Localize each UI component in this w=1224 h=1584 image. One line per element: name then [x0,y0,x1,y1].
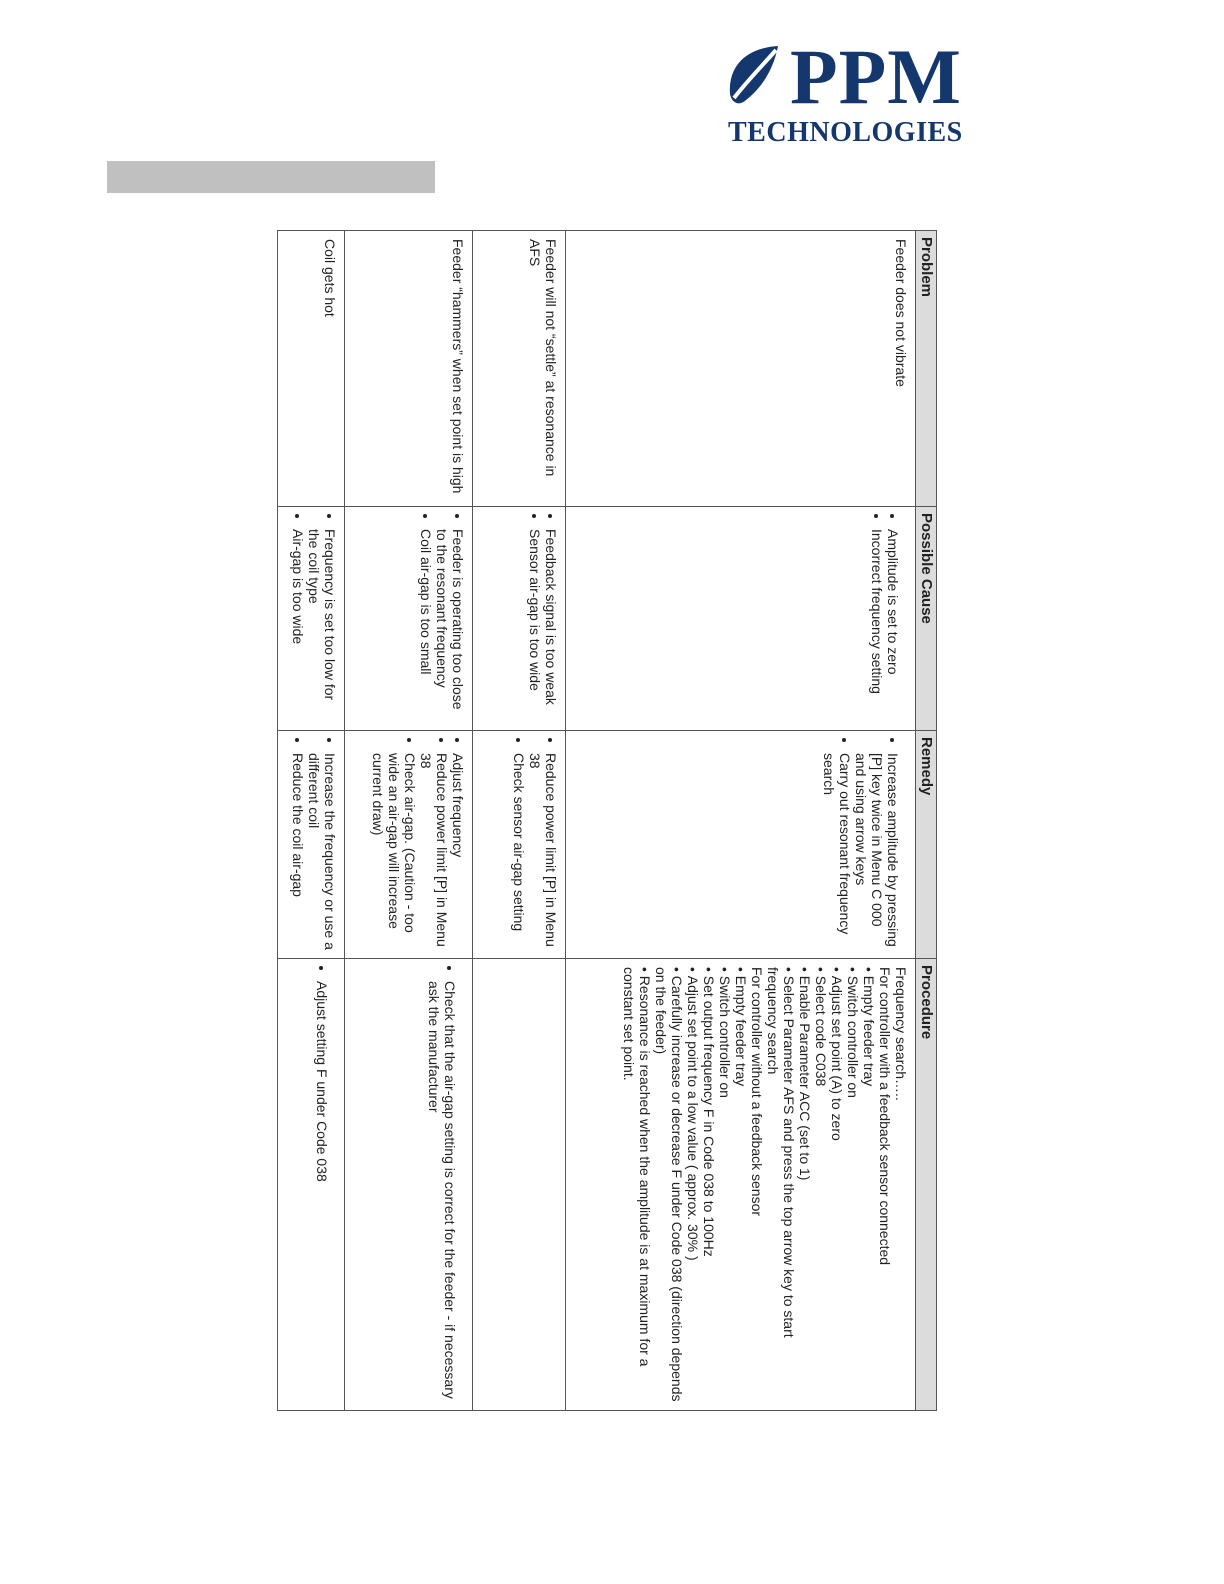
remedy-item: • Carry out resonant frequency search [821,753,853,950]
procedure-step: • Resonance is reached when the amplitude is at maximum for a constant set point. [621,967,653,1402]
troubleshooting-table [277,230,937,1411]
procedure-cell [566,959,916,1411]
procedure-step: • Switch controller on [845,967,861,1402]
procedure-cell [278,959,345,1411]
cause-item: • Feeder is operating too close to the resonant frequency [434,529,466,722]
redacted-title-bar [107,161,435,193]
remedy-item: • Increase the frequency or use a different coil [306,753,338,950]
procedure-step: • Carefully increase or decrease F under Code 038 (direction depends on the feeder) [653,967,685,1402]
procedure-cell [344,959,472,1411]
header-possible-cause: Possible Cause [916,507,937,731]
procedure-step: • Empty feeder tray [733,967,749,1402]
procedure-cell [472,959,565,1411]
problem-cell: Coil gets hot [278,231,345,507]
cause-item: • Feedback signal is too weak [543,529,559,722]
remedy-cell [344,731,472,959]
procedure-step: • Select code C038 [813,967,829,1402]
procedure-step: • Adjust set point (A) to zero [829,967,845,1402]
procedure-step: • Select Parameter AFS and press the top arrow key to start frequency search [765,967,797,1402]
cause-item: • Amplitude is set to zero [885,529,901,722]
header-remedy: Remedy [916,731,937,959]
remedy-item: • Increase amplitude by pressing [P] key twice in Menu C 000 and using arrow keys [853,753,901,950]
table-row [344,231,472,1411]
remedy-cell [566,731,916,959]
procedure-subhead: For controller without a feedback sensor [749,967,765,1217]
cause-cell [344,507,472,731]
remedy-item: • Check sensor air-gap setting [511,753,527,950]
procedure-subhead: For controller with a feedback sensor connected [877,967,893,1266]
procedure-step: • Empty feeder tray [861,967,877,1402]
remedy-cell [472,731,565,959]
logo-wordmark: PPM [790,33,962,120]
procedure-step: • Adjust set point to a low value ( approx. 30% ) [685,967,701,1402]
problem-cell: Feeder will not “settle” at resonance in AFS [472,231,565,507]
cause-item: • Coil air-gap is too small [418,529,434,722]
table-row [566,231,916,1411]
procedure-step: • Check that the air-gap setting is correct for the feeder - if necessary ask the manufacturer [426,981,458,1402]
cause-item: • Air-gap is too wide [290,529,306,722]
table-row [278,231,345,1411]
leaf-logo-icon [726,44,784,106]
cause-cell [566,507,916,731]
troubleshooting-table-wrapper [277,230,937,1410]
remedy-cell [278,731,345,959]
table-row [472,231,565,1411]
problem-cell: Feeder “hammers” when set point is high [344,231,472,507]
problem-cell: Feeder does not vibrate [566,231,916,507]
company-logo [726,33,988,150]
cause-item: • Sensor air-gap is too wide [527,529,543,722]
cause-cell [472,507,565,731]
remedy-item: • Adjust frequency [450,753,466,950]
header-procedure: Procedure [916,959,937,1411]
procedure-title: Frequency search….. [893,967,909,1101]
cause-item: • Incorrect frequency setting [869,529,885,722]
logo-subtitle: TECHNOLOGIES [728,117,963,148]
procedure-step: • Set output frequency F in Code 038 to 100Hz [701,967,717,1402]
remedy-item: • Check air-gap. (Caution - too wide an air-gap will increase current draw) [370,753,418,950]
remedy-item: • Reduce the coil air-gap [290,753,306,950]
procedure-step: • Switch controller on [717,967,733,1402]
remedy-item: • Reduce power limit [P] in Menu 38 [527,753,559,950]
cause-cell [278,507,345,731]
header-problem: Problem [916,231,937,507]
table-header-row [916,231,937,1411]
cause-item: • Frequency is set too low for the coil type [306,529,338,722]
procedure-step: • Enable Parameter ACC (set to 1) [797,967,813,1402]
remedy-item: • Reduce power limit [P] in Menu 38 [418,753,450,950]
procedure-step: • Adjust setting F under Code 038 [314,981,330,1402]
